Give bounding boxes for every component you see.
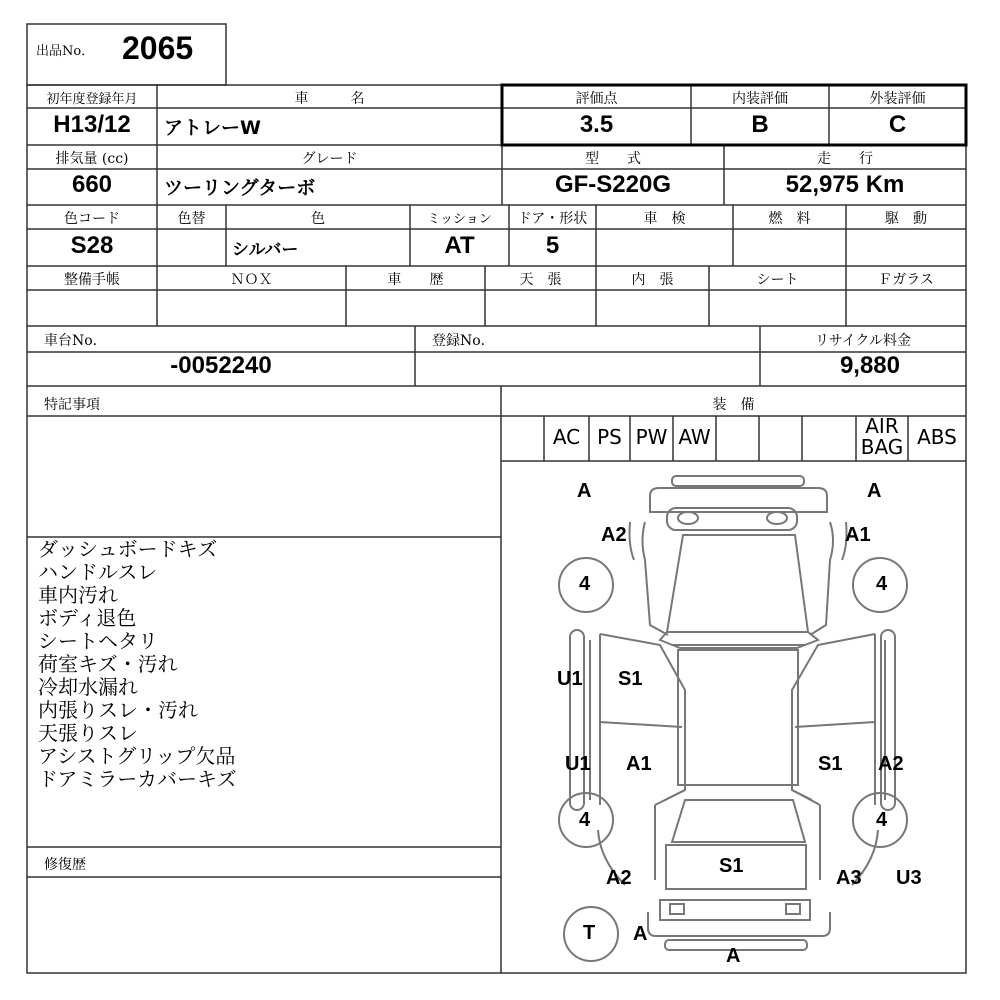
mark-left-rear-quarter: A2: [606, 867, 632, 889]
color-code-value: S28: [70, 232, 114, 259]
mark-rear-bumper-left: A: [633, 923, 648, 945]
vehicle-history-label: 車 歴: [387, 272, 444, 288]
mark-left-front-fender: A2: [601, 524, 627, 546]
transmission-value: AT: [444, 232, 475, 259]
mark-right-sill-rear: A2: [878, 753, 904, 775]
repair-history-label: 修復歴: [44, 857, 86, 873]
seat-label: シート: [756, 272, 799, 288]
recycle-fee-label: リサイクル料金: [814, 333, 912, 349]
exterior-rating-label: 外装評価: [869, 91, 926, 107]
front-glass-label: Ｆガラス: [878, 272, 934, 288]
mark-right-rear-quarter: A3: [836, 867, 862, 889]
lot-number-label: 出品No．: [36, 44, 95, 59]
note-item: 内張りスレ・汚れ: [38, 698, 198, 722]
color-label: 色: [311, 211, 325, 227]
interior-trim-label: 内 張: [631, 272, 674, 288]
mark-left-sill-front: U1: [557, 668, 583, 690]
model-label: 型 式: [585, 151, 641, 167]
note-item: 天張りスレ: [38, 721, 138, 745]
mark-front-bumper-left: A: [577, 480, 592, 502]
repaint-label: 色替: [177, 211, 206, 227]
exterior-rating-value: C: [888, 111, 907, 138]
chassis-number-label: 車台No．: [44, 333, 107, 349]
tire-rear-left: 4: [579, 809, 591, 831]
nox-label: ＮＯＸ: [230, 272, 273, 288]
special-notes-label: 特記事項: [44, 397, 100, 413]
door-shape-label: ドア・形状: [517, 211, 588, 227]
equipment-abs: ABS: [917, 425, 957, 449]
registration-number-label: 登録No．: [432, 333, 495, 349]
note-item: ドアミラーカバーキズ: [38, 767, 237, 791]
mark-front-bumper-right: A: [867, 480, 882, 502]
grade-value: ツーリングターボ: [164, 177, 316, 199]
car-name-value: アトレーW: [164, 117, 261, 139]
tire-front-left: 4: [579, 573, 591, 595]
first-registration-label: 初年度登録年月: [46, 92, 138, 107]
interior-rating-label: 内装評価: [732, 91, 788, 107]
inspection-label: 車 検: [643, 211, 686, 227]
note-item: ハンドルスレ: [38, 560, 158, 584]
mileage-value: 52,975 Km: [785, 171, 905, 198]
mileage-label: 走 行: [817, 151, 873, 167]
equipment-pw: PW: [635, 425, 668, 449]
note-item: ボディ退色: [38, 606, 137, 630]
mark-left-sill-rear: U1: [565, 753, 591, 775]
note-item: 車内汚れ: [38, 583, 118, 607]
equipment-ps: PS: [597, 425, 622, 449]
service-book-label: 整備手帳: [64, 272, 120, 288]
interior-rating-value: B: [751, 111, 769, 138]
mark-left-front-door: S1: [618, 668, 643, 690]
score-label: 評価点: [575, 91, 618, 107]
tire-front-right: 4: [876, 573, 888, 595]
fuel-label: 燃 料: [768, 211, 811, 227]
model-value: GF-S220G: [554, 171, 672, 198]
car-name-label: 車 名: [294, 91, 365, 107]
note-item: ダッシュボードキズ: [38, 537, 218, 561]
lot-number: 2065: [122, 30, 194, 66]
chassis-number-value: -0052240: [170, 352, 272, 379]
mark-rear-hatch: S1: [719, 855, 744, 877]
color-code-label: 色コード: [64, 211, 120, 227]
mark-right-rear-corner: U3: [896, 867, 922, 889]
drive-label: 駆 動: [885, 211, 927, 227]
equipment-label: 装 備: [712, 397, 755, 413]
note-item: シートヘタリ: [38, 629, 158, 653]
tire-rear-right: 4: [876, 809, 888, 831]
score-value: 3.5: [579, 111, 614, 138]
equipment-ac: AC: [552, 425, 581, 449]
grade-label: グレード: [301, 151, 358, 167]
color-value: シルバー: [232, 240, 299, 260]
mark-right-rear-door: S1: [818, 753, 843, 775]
mark-rear-bumper-bottom: A: [726, 945, 741, 967]
equipment-aw: AW: [678, 425, 711, 449]
note-item: 荷室キズ・汚れ: [38, 652, 178, 676]
mark-left-rear-door: A1: [626, 753, 652, 775]
tire-spare: T: [583, 922, 596, 944]
roof-lining-label: 天 張: [519, 272, 562, 288]
equipment-airbag: AIR BAG: [860, 414, 904, 459]
transmission-label: ミッション: [427, 212, 492, 227]
note-item: 冷却水漏れ: [38, 675, 138, 699]
first-registration-value: H13/12: [53, 111, 131, 138]
recycle-fee-value: 9,880: [839, 352, 900, 379]
mark-right-front-fender: A1: [845, 524, 871, 546]
note-item: アシストグリップ欠品: [38, 744, 236, 768]
door-shape-value: 5: [545, 232, 560, 259]
displacement-label: 排気量 (cc): [55, 151, 129, 167]
displacement-value: 660: [71, 171, 113, 198]
